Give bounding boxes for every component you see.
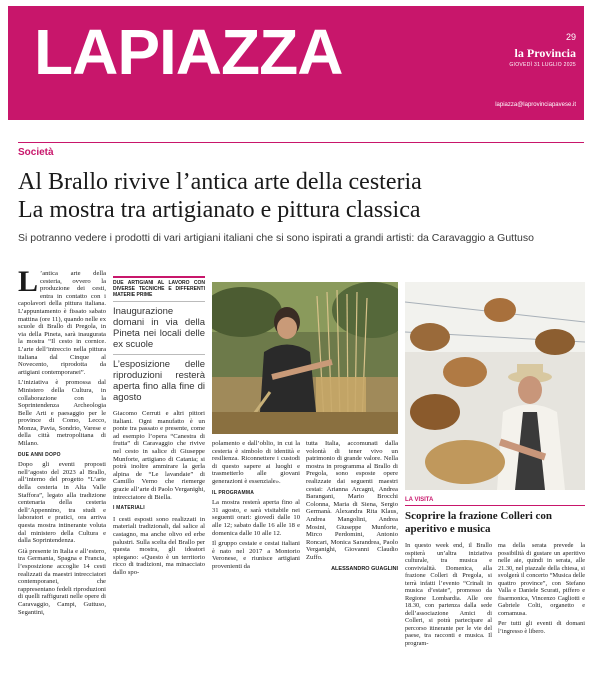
visita-tag: LA VISITA [405,497,585,506]
paragraph: Dopo gli eventi proposti nell’agosto del 2023 al Brallo, all’interno del progetto “L’arte della cesteria in Alta Valle Staffora”, legato alla tradizione centenaria della cesteria dell’Appennino, tra studi e laboratori e pratici, ora arriva questa mostra intinerante voluta dal ministero della Cultura e dalla Soprintendenza. [18,461,106,545]
subhead: I MATERIALI [113,505,145,512]
byline: ALESSANDRO GUAGLINI [331,565,398,572]
visita-body [405,542,585,647]
paragraph: tutta Italia, accomunati dalla volontà di tener vivo un patrimonio di grande valore. Nella mostra in programma al Brallo di Pregola, sono esposte opere realizzate dai seguenti maestri cestai: Arianna Arcagni, Andrea Barangani, Mario Brocchi Colonna, Maria di Siena, Sergio Germanà. Alexandra Rita Klaus, Andrea Mangolini, Andrea Mosini, Giuseppe Munforte, Mirco Perdomini, Antonio Roncari, Monica Sarandrea, Paolo Verganighi, Giovanni Claudio Zuffo. [306,440,398,561]
paragraph: Giacomo Cerruti e altri pittori italiani. Ogni manufatto è un ponte tra passato e presente, come ad esempio l’opera “Canestra di frutta” di Caravaggio che rivive nel cesto in salice di Giuseppe Munforte, artigiano di Catania; si potrà inoltre ammirare la gerla alpina de “Le lavandaie” di Camillo Verno che riemerge grazie all’arte di Paolo Verganighi, intrecciatore di Biella. [113,410,205,501]
article-column-1 [18,265,106,619]
subhead: IL PROGRAMMA [212,489,255,496]
article-column-2 [113,276,205,579]
issue-date: GIOVEDÌ 31 LUGLIO 2025 [509,62,576,68]
photo-caption-box-title: DUE ARTIGIANI AL LAVORO CON DIVERSE TECNICHE E DIFFERENTI MATERIE PRIME [113,276,205,301]
visita-title: Scoprire la frazione Colleri con aperitivo e musica [405,510,553,535]
section-label: Società [18,147,54,158]
newspaper-section-title: LAPIAZZA [34,16,343,88]
paragraph: La mostra resterà aperta fino al 31 agosto, e sarà visitabile nei seguenti orari: giovedì dalle 10 alle 12; sabato dalle 16 alle 18 e domenica dalle 10 alle 12. [212,499,300,537]
photo-basket-weaver-woman [212,282,398,434]
drop-cap: L [18,265,39,298]
headline: Al Brallo rivive l’antica arte della cesteria [18,169,422,195]
page-number: 29 [565,32,576,42]
paragraph: In questo week end, il Brallo ospiterà un’altra iniziativa culturale, tra musica e convivialità. Domenica, alla frazione Colleri di Pregola, si terrà infatti l’evento “Crinali in musica d’estate”, promosso da Regione Lombardia. Alle ore 18.30, con partenza dalla sede dell’associazione Amici di Colleri, si potrà partecipare al percorso itinerante per le vie del paese, tra racconti e musica. Il program- [405,542,492,647]
photo-basket-maker-man [405,282,585,490]
highlight-item: Inaugurazione domani in via della Pineta nei locali delle ex scuole [113,301,205,354]
newspaper-brand: la Provincia [514,46,576,60]
paragraph: L’iniziativa è promossa dal Ministero della Cultura, in collaborazione con la Soprintendenza Archeologia Belle Arti e paesaggio per le province di Como, Lecco, Monza, Pavia, Sondrio, Varese e della città metropolitana di Milano. [18,379,106,448]
paragraph: I cesti esposti sono realizzati in materiali tradizionali, dal salice al castagno, ma anche olivo ed erbe palustri. Sulla scelta del Brallo per questa mostra, gli ideatori spiegano: «Questo è un territorio ricco di tradizioni, ma minacciato dallo spo- [113,515,205,576]
contact-email: lapiazza@laprovinciapavese.it [495,102,576,108]
subhead: DUE ANNI DOPO [18,451,61,458]
highlight-item: L’esposizione delle riproduzioni resterà aperta fino alla fine di agosto [113,354,205,407]
deck: Si potranno vedere i prodotti di vari artigiani italiani che si sono ispirati a grandi artisti: da Caravaggio a Guttuso [18,232,534,244]
paragraph: Già presente in Italia e all’estero, tra Germania, Spagna e Francia, l’esposizione accoglie 14 cesti realizzati da maestri intrecciatori contemporanei, che rappresentano fedeli riproduzioni di quelli raffigurati nelle opere di Caravaggio, Campi, Guttuso, Segantini, [18,547,106,616]
article-column-4 [306,440,398,573]
section-tag [18,142,584,157]
paragraph: ma della serata prevede la possibilità di gustare un aperitivo nelle aie, quindi in serata, alle 21.30, nel piazzale della chiesa, si svolgerà il concerto “Musica delle quattro province”, con Stefano Valla e Daniele Scurati, piffero e fisarmonica, Vincenzo Cagliotti e Gabriele Colti, organetto e cornamusa. [498,542,585,617]
paragraph: polamento e dall’oblio, in cui la cesteria è simbolo di identità e resilienza. Riconnettere i custodi di questo sapere ai luoghi e trasmetterlo alle giovani generazioni è essenziale». [212,440,300,485]
masthead [8,6,584,120]
paragraph: Per tutti gli eventi di domani l’ingresso è libero. [498,620,585,635]
paragraph: L ’antica arte della cesteria, ovvero la produzione dei cesti, entra in contatto con i capolavori della pittura italiana. L’appuntamento è fissato sabato mattina (ore 11), quando nelle ex scuole di Brallo di Pregola, in via della Pineta, sarà inaugurata la mostra “Il cesto in cornice. L’arte dell’intreccio nella pittura italiana dal Cinque al Novecento, riprodotta da artigiani contemporanei”. [18,265,106,376]
article-column-3 [212,440,300,574]
paragraph: Il gruppo cestaie e cestai italiani è nato nel 2017 a Montorio Veronese, e riunisce artigiani provenienti da [212,540,300,570]
subheadline: La mostra tra artigianato e pittura classica [18,197,421,223]
